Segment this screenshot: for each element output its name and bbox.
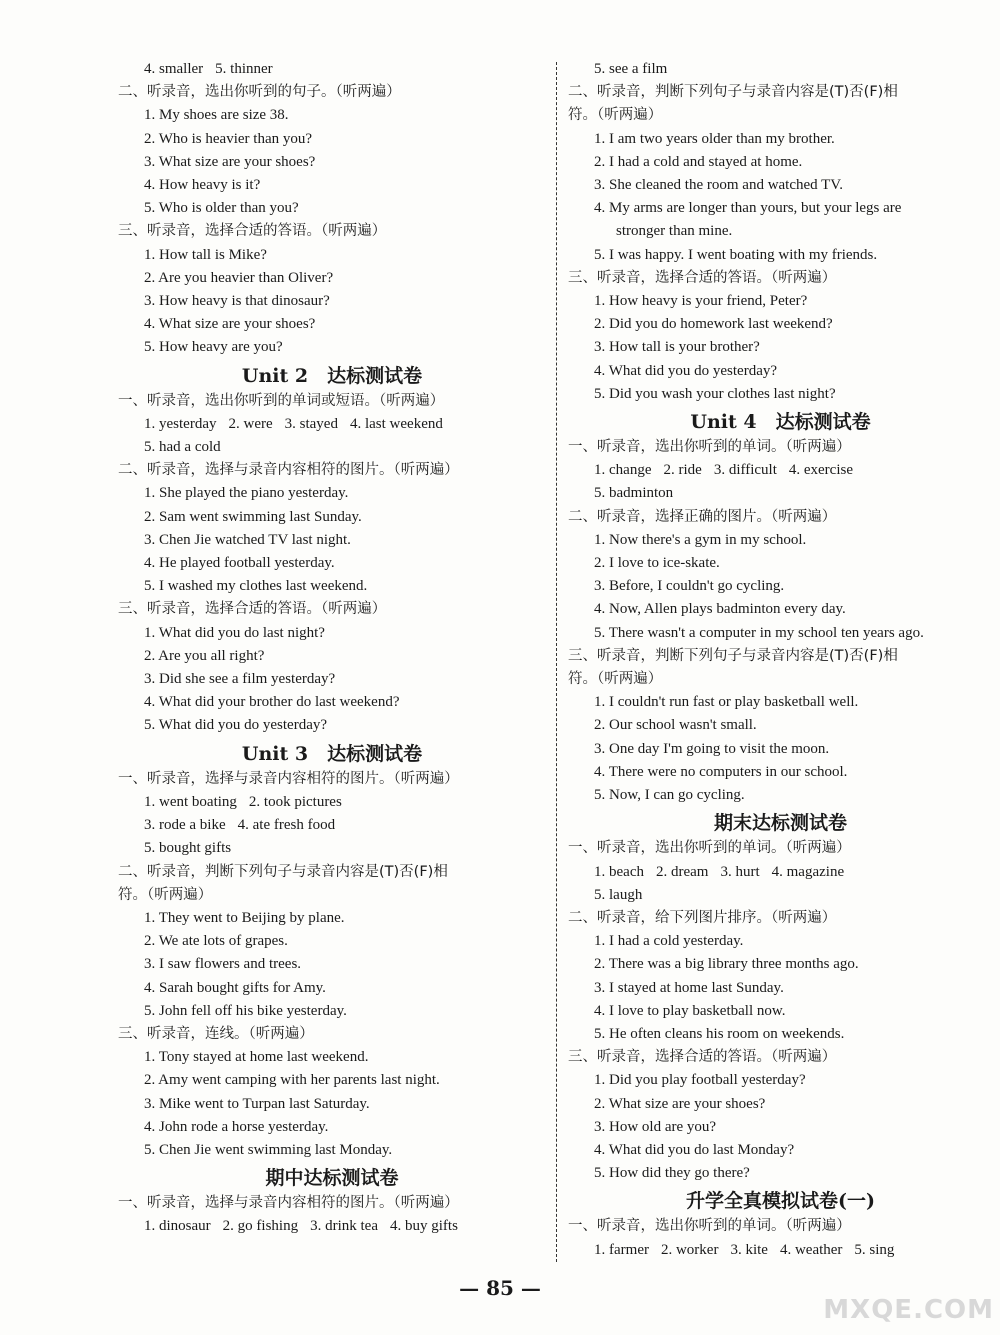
listening-item: 5. Did you wash your clothes last night?	[594, 385, 836, 402]
listening-item: 1. They went to Beijing by plane.	[144, 909, 345, 926]
listening-item: 1. Did you play football yesterday?	[594, 1072, 806, 1089]
listening-item: 1. I am two years older than my brother.	[594, 130, 835, 147]
listening-item: 5. Who is older than you?	[144, 200, 299, 217]
listening-item: 4. I love to play basketball now.	[594, 1002, 786, 1019]
listening-item: 3. How heavy is that dinosaur?	[144, 293, 330, 310]
listening-item: 5. He often cleans his room on weekends.	[594, 1025, 845, 1042]
question-instruction: 符。（听两遍）	[568, 671, 663, 688]
word-option: 1. beach	[594, 863, 644, 880]
listening-item: 5. Chen Jie went swimming last Monday.	[144, 1141, 393, 1158]
word-option: 3. kite	[730, 1241, 768, 1258]
listening-item: 3. Before, I couldn't go cycling.	[594, 578, 785, 595]
listening-item: 3. Chen Jie watched TV last night.	[144, 531, 351, 548]
listening-item: 2. Did you do homework last weekend?	[594, 316, 833, 333]
section-title: 期中达标测试卷	[265, 1167, 399, 1190]
section-title: Unit 3 达标测试卷	[241, 742, 423, 765]
listening-item: 4. How heavy is it?	[144, 177, 261, 194]
word-option: 3. stayed	[284, 415, 338, 432]
word-option: 2. ride	[663, 462, 702, 479]
listening-item: 1. Tony stayed at home last weekend.	[144, 1049, 369, 1066]
right-column	[568, 58, 993, 1262]
section-title: Unit 2 达标测试卷	[241, 364, 423, 387]
word-options-row	[568, 459, 993, 482]
word-option: 3. difficult	[713, 462, 777, 479]
listening-item: 2. I had a cold and stayed at home.	[594, 153, 803, 170]
listening-item: 3. I stayed at home last Sunday.	[594, 979, 784, 996]
listening-item: 5. There wasn't a computer in my school ten years ago.	[594, 624, 924, 641]
listening-item: 1. She played the piano yesterday.	[144, 485, 349, 502]
question-instruction: 三、听录音，选择合适的答语。（听两遍）	[568, 269, 837, 286]
word-option: 4. smaller	[144, 61, 204, 77]
question-instruction: 一、听录音，选出你听到的单词。（听两遍）	[568, 1218, 851, 1235]
page-number: — 85 —	[459, 1276, 541, 1300]
word-option: 4. buy gifts	[390, 1218, 458, 1235]
question-instruction: 一、听录音，选出你听到的单词。（听两遍）	[568, 840, 851, 857]
listening-item: 3. How old are you?	[594, 1118, 717, 1135]
listening-item: 4. What did your brother do last weekend?	[144, 694, 400, 711]
question-instruction: 二、听录音，选择正确的图片。（听两遍）	[568, 508, 837, 525]
word-option: 2. were	[228, 415, 273, 432]
listening-item-continuation: stronger than mine.	[616, 223, 733, 240]
question-instruction: 三、听录音，选择合适的答语。（听两遍）	[568, 1049, 837, 1066]
listening-item: 4. Now, Allen plays badminton every day.	[594, 601, 846, 618]
word-option: 1. went boating	[144, 793, 237, 810]
word-option: 1. change	[594, 462, 652, 479]
word-option: 2. dream	[655, 863, 709, 880]
listening-item: 4. What did you do yesterday?	[594, 362, 778, 379]
word-options-row	[118, 58, 546, 81]
listening-item: 5. I washed my clothes last weekend.	[144, 578, 368, 595]
word-options-row	[568, 861, 993, 884]
word-option: 4. magazine	[771, 863, 845, 880]
word-option: 1. dinosaur	[144, 1218, 211, 1235]
word-options-row	[118, 413, 546, 436]
listening-item: 3. Mike went to Turpan last Saturday.	[144, 1095, 370, 1112]
listening-item: 5. laugh	[594, 886, 643, 903]
listening-item: 3. Did she see a film yesterday?	[144, 671, 336, 688]
question-instruction: 二、听录音，选择与录音内容相符的图片。（听两遍）	[118, 462, 459, 479]
word-option: 5. sing	[854, 1241, 895, 1258]
listening-item: 4. My arms are longer than yours, but your legs are	[594, 200, 902, 217]
listening-item: 5. John fell off his bike yesterday.	[144, 1002, 347, 1019]
question-instruction: 一、听录音，选出你听到的单词。（听两遍）	[568, 439, 851, 456]
question-instruction: 三、听录音，连线。（听两遍）	[118, 1025, 314, 1042]
listening-item: 4. Sarah bought gifts for Amy.	[144, 979, 326, 996]
listening-item: 5. What did you do yesterday?	[144, 717, 328, 734]
question-instruction: 三、听录音，判断下列句子与录音内容是(T)否(F)相	[568, 647, 898, 664]
word-options-row	[118, 1215, 546, 1238]
listening-item: 3. She cleaned the room and watched TV.	[594, 177, 843, 194]
left-column	[118, 58, 546, 1239]
listening-item: 1. I had a cold yesterday.	[594, 933, 744, 950]
question-instruction: 一、听录音，选择与录音内容相符的图片。（听两遍）	[118, 770, 459, 787]
listening-item: 5. Now, I can go cycling.	[594, 787, 745, 804]
column-divider	[556, 62, 557, 1262]
listening-item: 2. Amy went camping with her parents last night.	[144, 1072, 440, 1089]
listening-item: 4. What size are your shoes?	[144, 316, 316, 333]
question-instruction: 符。（听两遍）	[118, 886, 213, 903]
listening-item: 3. What size are your shoes?	[144, 153, 316, 170]
listening-item: 3. I saw flowers and trees.	[144, 956, 302, 973]
word-options-row	[568, 1239, 993, 1262]
word-option: 3. hurt	[720, 863, 760, 880]
listening-item: 1. Now there's a gym in my school.	[594, 531, 807, 548]
listening-item: 5. I was happy. I went boating with my friends.	[594, 246, 878, 263]
section-title: Unit 4 达标测试卷	[690, 411, 871, 434]
listening-item: 2. Are you heavier than Oliver?	[144, 269, 334, 286]
listening-item: 4. John rode a horse yesterday.	[144, 1118, 329, 1135]
section-title: 升学全真模拟试卷(一)	[686, 1190, 875, 1213]
listening-item: 1. My shoes are size 38.	[144, 107, 289, 124]
word-options-row	[118, 791, 546, 814]
question-instruction: 二、听录音，判断下列句子与录音内容是(T)否(F)相	[118, 863, 448, 880]
listening-item: 2. I love to ice-skate.	[594, 555, 720, 572]
listening-item: 1. How tall is Mike?	[144, 246, 267, 263]
word-option: 4. ate fresh food	[237, 817, 336, 834]
word-option: 2. go fishing	[222, 1218, 299, 1235]
question-instruction: 二、听录音，给下列图片排序。（听两遍）	[568, 909, 837, 926]
listening-item: 4. He played football yesterday.	[144, 555, 335, 572]
listening-item: 4. What did you do last Monday?	[594, 1141, 795, 1158]
listening-item: 3. How tall is your brother?	[594, 339, 760, 356]
listening-item: 5. badminton	[594, 485, 674, 502]
question-instruction: 二、听录音，选出你听到的句子。（听两遍）	[118, 84, 401, 101]
word-option: 4. weather	[779, 1241, 843, 1258]
question-instruction: 符。（听两遍）	[568, 107, 663, 124]
word-option: 1. farmer	[594, 1241, 649, 1258]
question-instruction: 三、听录音，选择合适的答语。（听两遍）	[118, 601, 387, 618]
section-title: 期末达标测试卷	[713, 812, 847, 835]
listening-item: 3. One day I'm going to visit the moon.	[594, 740, 830, 757]
listening-item: 5. How heavy are you?	[144, 339, 283, 356]
question-instruction: 一、听录音，选择与录音内容相符的图片。（听两遍）	[118, 1195, 459, 1212]
word-option: 2. took pictures	[248, 793, 342, 810]
question-instruction: 二、听录音，判断下列句子与录音内容是(T)否(F)相	[568, 84, 898, 101]
word-option: 4. exercise	[788, 462, 853, 479]
listening-item: 2. Are you all right?	[144, 647, 265, 664]
listening-item: 5. had a cold	[144, 439, 221, 456]
listening-item: 5. bought gifts	[144, 840, 232, 857]
listening-item: 1. How heavy is your friend, Peter?	[594, 293, 808, 310]
word-option: 5. thinner	[215, 61, 273, 77]
watermark-logo: MXQE.COM	[823, 1295, 994, 1325]
listening-item: 2. What size are your shoes?	[594, 1095, 766, 1112]
listening-item: 2. We ate lots of grapes.	[144, 933, 288, 950]
word-option: 3. drink tea	[310, 1218, 378, 1235]
question-instruction: 一、听录音，选出你听到的单词或短语。（听两遍）	[118, 392, 445, 409]
word-option: 3. rode a bike	[144, 817, 226, 834]
question-instruction: 三、听录音，选择合适的答语。（听两遍）	[118, 223, 387, 240]
listening-item: 2. Who is heavier than you?	[144, 130, 313, 147]
listening-item: 1. What did you do last night?	[144, 624, 325, 641]
listening-item: 4. There were no computers in our school.	[594, 763, 848, 780]
word-option: 1. yesterday	[144, 415, 217, 432]
listening-item: 2. There was a big library three months ago.	[594, 956, 859, 973]
listening-item: 5. see a film	[594, 61, 668, 77]
word-option: 2. worker	[660, 1241, 719, 1258]
listening-item: 2. Sam went swimming last Sunday.	[144, 508, 362, 525]
listening-item: 2. Our school wasn't small.	[594, 717, 757, 734]
listening-item: 1. I couldn't run fast or play basketball well.	[594, 694, 859, 711]
word-options-row	[118, 814, 546, 837]
word-option: 4. last weekend	[349, 415, 443, 432]
listening-item: 5. How did they go there?	[594, 1165, 750, 1182]
